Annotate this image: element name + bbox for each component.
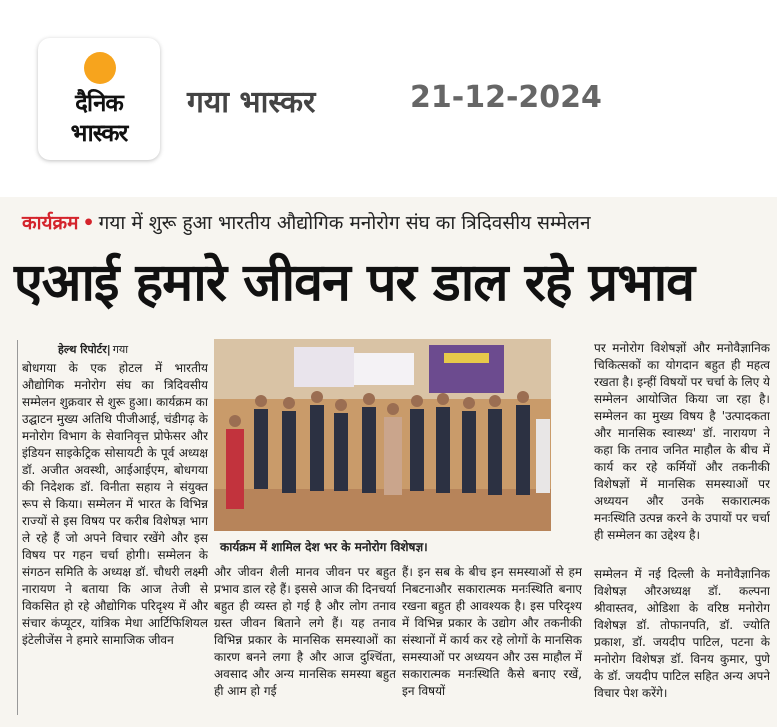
article-column-3: हैं। इन सब के बीच इन समस्याओं से हम निबटनाऔर सकारात्मक मनःस्थिति बनाए रखना बहुत ही आवश्यक है। इस परिदृश्य में विभिन्न प्रकार के उद्योग और तकनीकी संस्थानों में कार्य कर रहे लोगों के मानसिक समस्याओं पर अध्ययन और उस माहौल में सकारात्मक मनःस्थिति कैसे बनाए रखें, इन विषयों: [402, 565, 582, 698]
column-rule: [17, 340, 18, 715]
byline: हेल्थ रिपोर्टर| गया: [58, 343, 129, 356]
headline: एआई हमारे जीवन पर डाल रहे प्रभाव: [14, 253, 695, 313]
byline-city: गया: [112, 343, 129, 356]
article-column-2: और जीवन शैली मानव जीवन पर बहुत प्रभाव डाल रहे हैं। इससे आज की दिनचर्या बहुत ही व्यस्त हो गई है और लोग तनाव ग्रस्त जीवन बिताने लगे हैं। यह तनाव विभिन्न प्रकार के मानसिक समस्याओं का कारण बनने लगा है और आज दुश्चिंता, अवसाद और अन्य मानसिक समस्या बहुत ही आम हो गई: [214, 565, 396, 698]
kicker-text: गया में शुरू हुआ भारतीय औद्योगिक मनोरोग संघ का त्रिदिवसीय सम्मेलन: [98, 212, 591, 234]
kicker-line: [22, 209, 591, 235]
sun-icon: [84, 52, 116, 84]
photo-caption: कार्यक्रम में शामिल देश भर के मनोरोग विशेषज्ञ।: [220, 540, 428, 554]
event-photo: [214, 339, 551, 531]
newspaper-header: [0, 0, 777, 195]
edition-date: 21-12-2024: [410, 80, 602, 115]
article-column-4a: पर मनोरोग विशेषज्ञों और मनोवैज्ञानिक चिकित्सकों का योगदान बहुत ही महत्व रखता है। इन्हीं विषयों पर चर्चा के लिए ये सम्मेलन आयोजित किया जा रहा है। सम्मेलन का मुख्य विषय है 'उत्पादकता और मानसिक स्वास्थ्य' डॉ. नारायण ने कहा कि तनाव जनित माहौल के बीच में कार्य कर रहे कर्मियों और तकनीकी विशेषज्ञों में मानसिक समस्याओं पर अध्ययन और उनके सकारात्मक मनःस्थिति उत्पन्न करने के उपायों पर चर्चा ही सम्मेलन का उद्देश्य है।: [594, 341, 770, 542]
logo-text-line1: दैनिक: [75, 89, 123, 117]
group-photo-illustration: [214, 339, 551, 531]
category-label: कार्यक्रम: [22, 212, 79, 234]
article-column-1: बोधगया के एक होटल में भारतीय औद्योगिक मनोरोग संघ का त्रिदिवसीय सम्मेलन शुक्रवार से शुरू हुआ। कार्यक्रम का उद्घाटन मुख्य अतिथि पीजीआई, चंडीगढ़ के मनोरोग विभाग के सेवानिवृत्त प्रोफेसर और इंडियन साइकेट्रिक सोसायटी के पूर्व अध्यक्ष डॉ. अजीत अवस्थी, आईआईएम, बोधगया की निदेशक डॉ. विनीता सहाय ने संयुक्त रूप से किया। सम्मेलन में भारत के विभिन्न राज्यों से इस विषय पर करीब विशेषज्ञ भाग ले रहे हैं जो अपने विचार रखेंगे और इस विषय पर गहन चर्चा होगी। सम्मेलन के संगठन समिति के अध्यक्ष डॉ. चौधरी लक्ष्मी नारायण ने बताया कि आज तेजी से विकसित हो रहे औद्योगिक परिदृश्य में और संचार कंप्यूटर, यांत्रिक मेधा आर्टिफिशियल इंटेलीजेंस ने हमारे सामाजिक जीवन: [22, 361, 208, 647]
bullet-dot: •: [82, 212, 95, 234]
byline-reporter: हेल्थ रिपोर्टर: [58, 343, 107, 356]
article-column-4b: सम्मेलन में नई दिल्ली के मनोवैज्ञानिक विशेषज्ञ औरअध्यक्ष डॉ. कल्पना श्रीवास्तव, ओडिशा के वरिष्ठ मनोरोग विशेषज्ञ डॉ. तोफानपति, डॉ. ज्योति प्रकाश, डॉ. जयदीप पाटिल, पटना के मनोरोग विशेषज्ञ डॉ. विनय कुमार, पुणे के डॉ. जयदीप पाटिल सहित अन्य अपने विचार पेश करेंगे।: [594, 567, 770, 700]
logo-text-line2: भास्कर: [70, 119, 128, 147]
dainik-bhaskar-logo: [38, 38, 160, 160]
edition-name: गया भास्कर: [187, 85, 316, 120]
